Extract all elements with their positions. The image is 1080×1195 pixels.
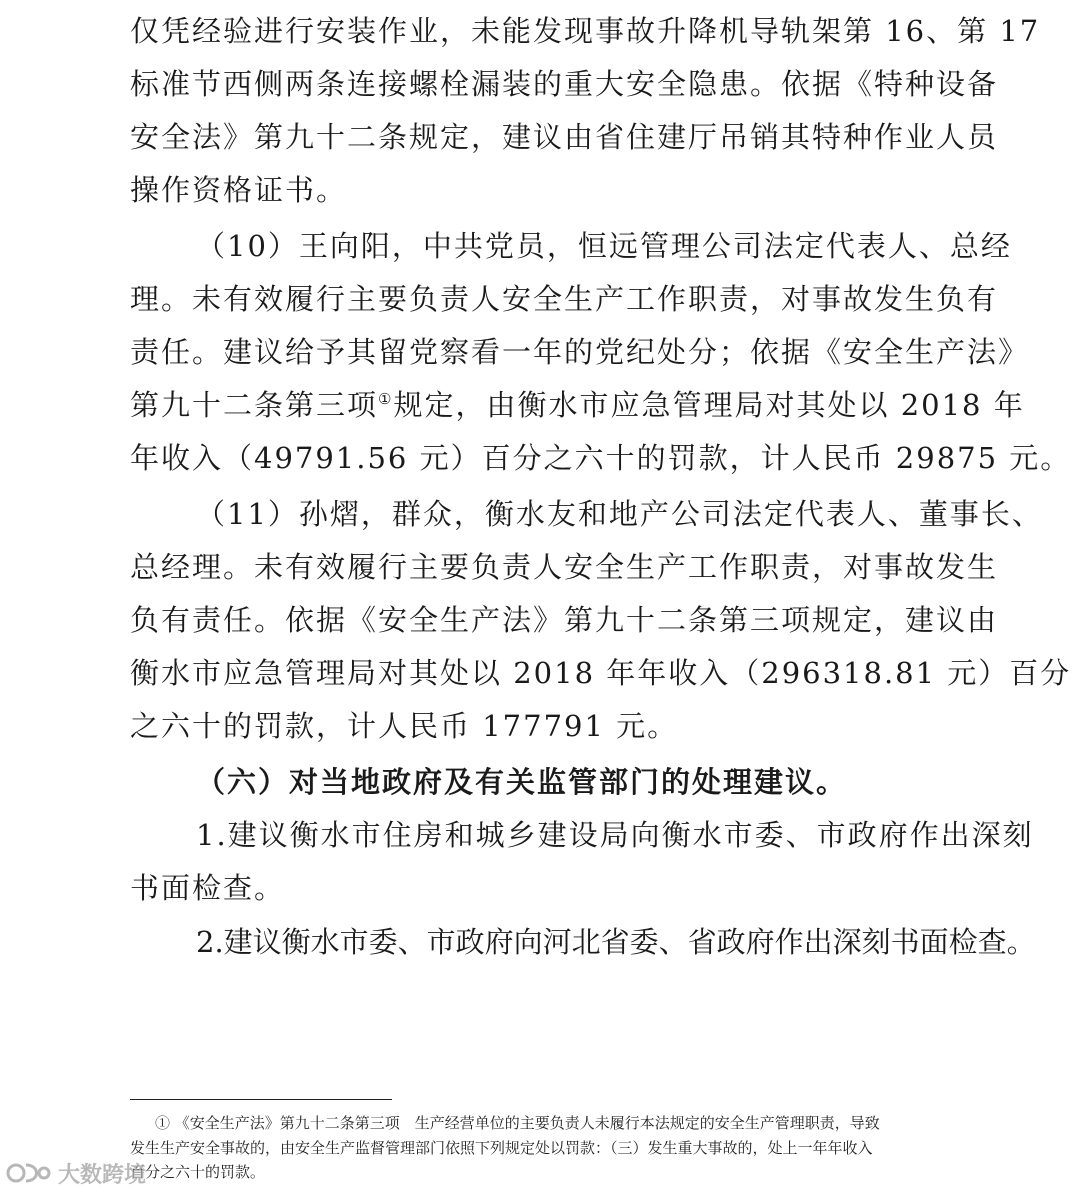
- paragraph-line: 总经理。未有效履行主要负责人安全生产工作职责，对事故发生: [130, 550, 999, 584]
- paragraph-line: 之六十的罚款，计人民币 177791 元。: [130, 709, 679, 743]
- paragraph-line: 负有责任。依据《安全生产法》第九十二条第三项规定，建议由: [130, 603, 999, 637]
- watermark-text: 大数跨境: [58, 1162, 147, 1188]
- paragraph-line: [130, 385, 1025, 425]
- brand-logo-icon: [6, 1160, 52, 1186]
- paragraph-line: 书面检查。: [130, 871, 286, 905]
- footnote-text: ① 《安全生产法》第九十二条第三项 生产经营单位的主要负责人未履行本法规定的安全生产管理职责，导致: [155, 1114, 880, 1132]
- paragraph-line: 操作资格证书。: [130, 173, 348, 207]
- footnote-text: 发生生产安全事故的，由安全生产监督管理部门依照下列规定处以罚款：（三）发生重大事故的，处上一年年收入: [130, 1139, 873, 1157]
- paragraph-line: 年收入（49791.56 元）百分之六十的罚款，计人民币 29875 元。: [130, 441, 1072, 475]
- paragraph-line: （11）孙熠，群众，衡水友和地产公司法定代表人、董事长、: [196, 497, 1043, 531]
- paragraph-line: 标准节西侧两条连接螺栓漏装的重大安全隐患。依据《特种设备: [130, 67, 999, 101]
- paragraph-line: 衡水市应急管理局对其处以 2018 年年收入（296318.81 元）百分: [130, 656, 1072, 690]
- section-heading: （六）对当地政府及有关监管部门的处理建议。: [196, 765, 848, 799]
- paragraph-line: 责任。建议给予其留党察看一年的党纪处分；依据《安全生产法》: [130, 335, 1030, 369]
- line-text: 规定，由衡水市应急管理局对其处以 2018 年: [393, 388, 1025, 422]
- paragraph-line: 仅凭经验进行安装作业，未能发现事故升降机导轨架第 16、第 17: [130, 14, 1041, 48]
- footnote-divider: [130, 1099, 392, 1100]
- footnote-marker: ①: [378, 390, 394, 408]
- paragraph-line: 安全法》第九十二条规定，建议由省住建厅吊销其特种作业人员: [130, 120, 999, 154]
- paragraph-line: 理。未有效履行主要负责人安全生产工作职责，对事故发生负有: [130, 282, 999, 316]
- paragraph-line: （10）王向阳，中共党员，恒远管理公司法定代表人、总经: [196, 229, 1012, 263]
- paragraph-line: 1.建议衡水市住房和城乡建设局向衡水市委、市政府作出深刻: [196, 818, 1034, 852]
- watermark: [6, 1158, 146, 1188]
- line-text: 第九十二条第三项: [130, 388, 379, 422]
- paragraph-line: 2.建议衡水市委、市政府向河北省委、省政府作出深刻书面检查。: [196, 925, 1036, 959]
- footnote-text: 百分之六十的罚款。: [130, 1163, 266, 1181]
